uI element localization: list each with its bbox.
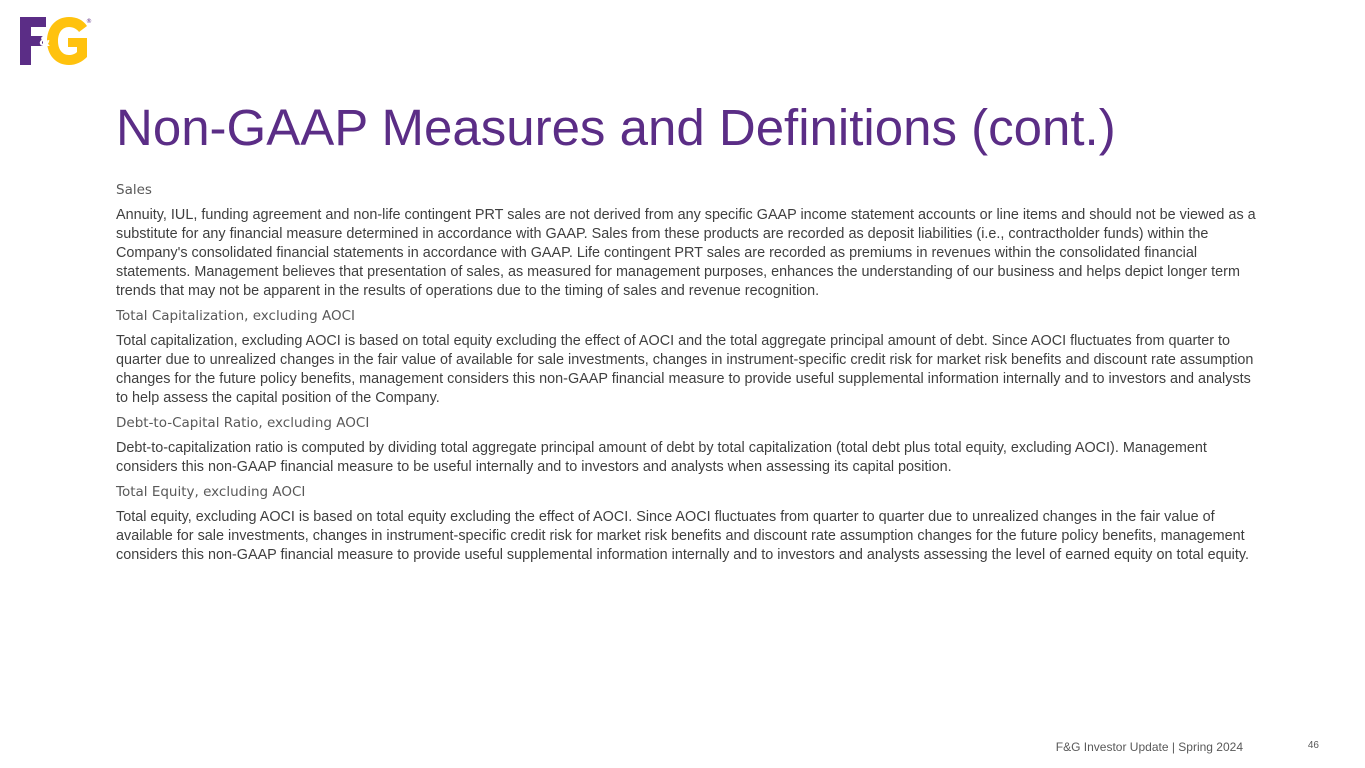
footer-text: F&G Investor Update | Spring 2024 <box>1055 740 1243 754</box>
section-sales <box>116 181 1258 301</box>
section-debt-to-capital <box>116 414 1258 477</box>
section-body: Total capitalization, excluding AOCI is based on total equity excluding the effect of AOCI and the total aggregate principal amount of debt. Since AOCI fluctuates from quarter to quarter due to unrealized changes in the fair value of available for sale investments, changes in instrument-specific credit risk for market risk benefits and discount rate assumption changes for the future policy benefits, management considers this non-GAAP financial measure to provide useful supplemental information internally and to investors and analysts to help assess the capital position of the Company. <box>116 333 1254 406</box>
definitions-content <box>116 181 1258 571</box>
section-body: Annuity, IUL, funding agreement and non-life contingent PRT sales are not derived from any specific GAAP income statement accounts or line items and should not be viewed as a substitute for any financial measure determined in accordance with GAAP. Sales from these products are recorded as deposit liabilities (i.e., contractholder funds) within the Company's consolidated financial statements in accordance with GAAP. Life contingent PRT sales are recorded as premiums in revenues within the consolidated financial statements. Management believes that presentation of sales, as measured for management purposes, enhances the understanding of our business and helps depict longer term trends that may not be apparent in the results of operations due to the timing of sales and revenue recognition. <box>116 207 1256 299</box>
section-heading: Total Capitalization, excluding AOCI <box>116 308 356 324</box>
section-body: Total equity, excluding AOCI is based on total equity excluding the effect of AOCI. Since AOCI fluctuates from quarter to quarter due to unrealized changes in the fair value of available for sale investments, changes in instrument-specific credit risk for market risk benefits and discount rate assumption changes for the future policy benefits, management considers this non-GAAP financial measure to provide useful supplemental information internally and to investors and analysts assessing the level of earned equity on total equity. <box>116 509 1249 563</box>
section-total-equity <box>116 483 1258 565</box>
fg-logo <box>20 15 92 67</box>
section-heading: Debt-to-Capital Ratio, excluding AOCI <box>116 415 370 431</box>
logo-ampersand-glyph: & <box>39 35 51 50</box>
page-title: Non-GAAP Measures and Definitions (cont.) <box>116 99 1116 156</box>
page-number: 46 <box>1307 740 1319 751</box>
section-heading: Total Equity, excluding AOCI <box>116 484 306 500</box>
logo-letter-g <box>47 17 87 65</box>
section-heading: Sales <box>116 182 152 198</box>
logo-registered-mark: ® <box>86 18 92 25</box>
section-total-capitalization <box>116 307 1258 408</box>
section-body: Debt-to-capitalization ratio is computed by dividing total aggregate principal amount of debt by total capitalization (total debt plus total equity, excluding AOCI). Management considers this non-GAAP financial measure to be useful internally and to investors and analysts when assessing its capital position. <box>116 440 1207 475</box>
